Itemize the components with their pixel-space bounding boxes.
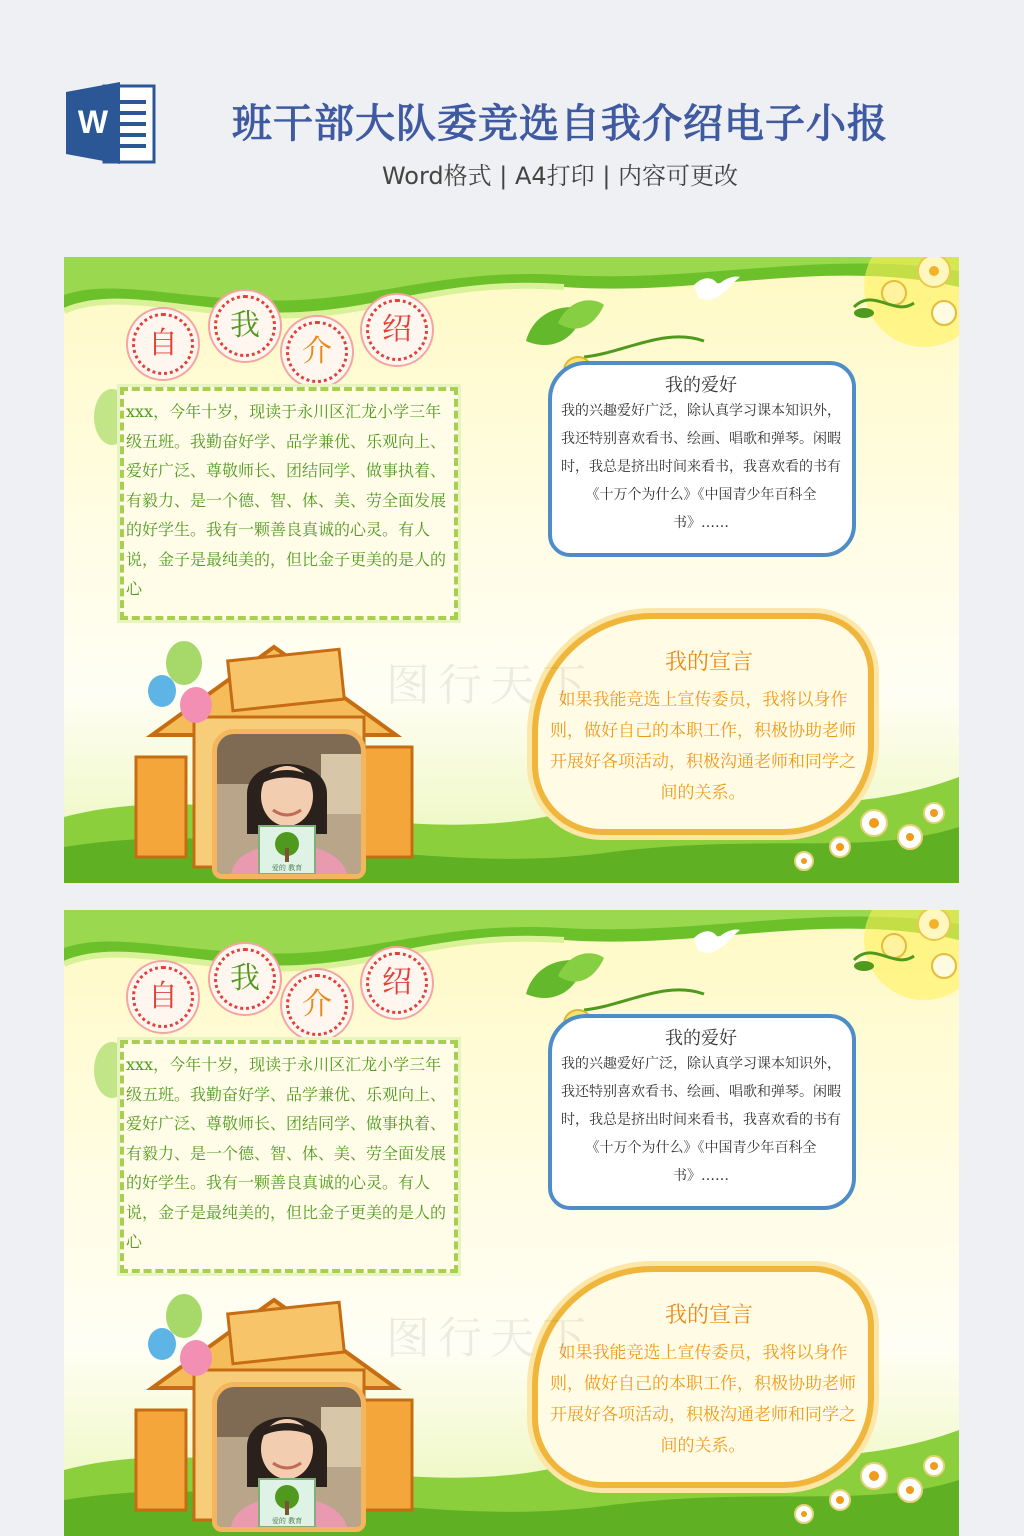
title-char-zi: 自 <box>132 313 194 375</box>
declaration-title: 我的宣言 <box>664 1303 753 1328</box>
title-char-jie: 介 <box>286 321 348 383</box>
newsletter-preview-1 <box>64 257 959 883</box>
title-char-zi: 自 <box>132 966 194 1028</box>
student-photo <box>212 729 366 879</box>
hobby-text: 我的兴趣爱好广泛，除认真学习课本知识外，我还特别喜欢看书、绘画、唱歌和弹琴。闲暇时，我总是挤出时间来看书，我喜欢看的书有《十万个为什么》《中国青少年百科全书》…… <box>561 403 841 531</box>
hobby-title: 我的爱好 <box>665 375 737 396</box>
word-document-icon <box>64 80 158 166</box>
newsletter-preview-2 <box>64 910 959 1536</box>
hobby-title: 我的爱好 <box>665 1028 737 1049</box>
hobby-text: 我的兴趣爱好广泛，除认真学习课本知识外，我还特别喜欢看书、绘画、唱歌和弹琴。闲暇时，我总是挤出时间来看书，我喜欢看的书有《十万个为什么》《中国青少年百科全书》…… <box>561 1056 841 1184</box>
title-char-wo: 我 <box>214 295 276 357</box>
book-caption: 爱的 教育 <box>271 864 303 872</box>
page-title: 班干部大队委竞选自我介绍电子小报 <box>232 101 888 147</box>
student-photo <box>212 1382 366 1532</box>
word-icon-letter: W <box>77 104 109 140</box>
title-char-shao: 绍 <box>366 952 428 1014</box>
title-char-wo: 我 <box>214 948 276 1010</box>
intro-text: xxx，今年十岁，现读于永川区汇龙小学三年级五班。我勤奋好学、品学兼优、乐观向上、爱好广泛、尊敬师长、团结同学、做事执着、有毅力、是一个德、智、体、美、劳全面发展的好学生。我有一颗善良真诚的心灵。有人说，金子是最纯美的，但比金子更美的是人的心 <box>126 402 447 598</box>
declaration-text: 如果我能竞选上宣传委员，我将以身作则，做好自己的本职工作，积极协助老师开展好各项活动，积极沟通老师和同学之间的关系。 <box>550 1343 856 1456</box>
title-char-jie: 介 <box>286 974 348 1036</box>
page-header <box>0 0 1024 250</box>
title-char-shao: 绍 <box>366 299 428 361</box>
watermark: 图行天下 <box>386 1313 594 1364</box>
declaration-text: 如果我能竞选上宣传委员，我将以身作则，做好自己的本职工作，积极协助老师开展好各项活动，积极沟通老师和同学之间的关系。 <box>550 690 856 803</box>
declaration-title: 我的宣言 <box>664 650 753 675</box>
book-caption: 爱的 教育 <box>271 1517 303 1525</box>
watermark: 图行天下 <box>386 660 594 711</box>
page-subtitle: Word格式 | A4打印 | 内容可更改 <box>381 162 739 190</box>
intro-text: xxx，今年十岁，现读于永川区汇龙小学三年级五班。我勤奋好学、品学兼优、乐观向上、爱好广泛、尊敬师长、团结同学、做事执着、有毅力、是一个德、智、体、美、劳全面发展的好学生。我有一颗善良真诚的心灵。有人说，金子是最纯美的，但比金子更美的是人的心 <box>126 1055 447 1251</box>
